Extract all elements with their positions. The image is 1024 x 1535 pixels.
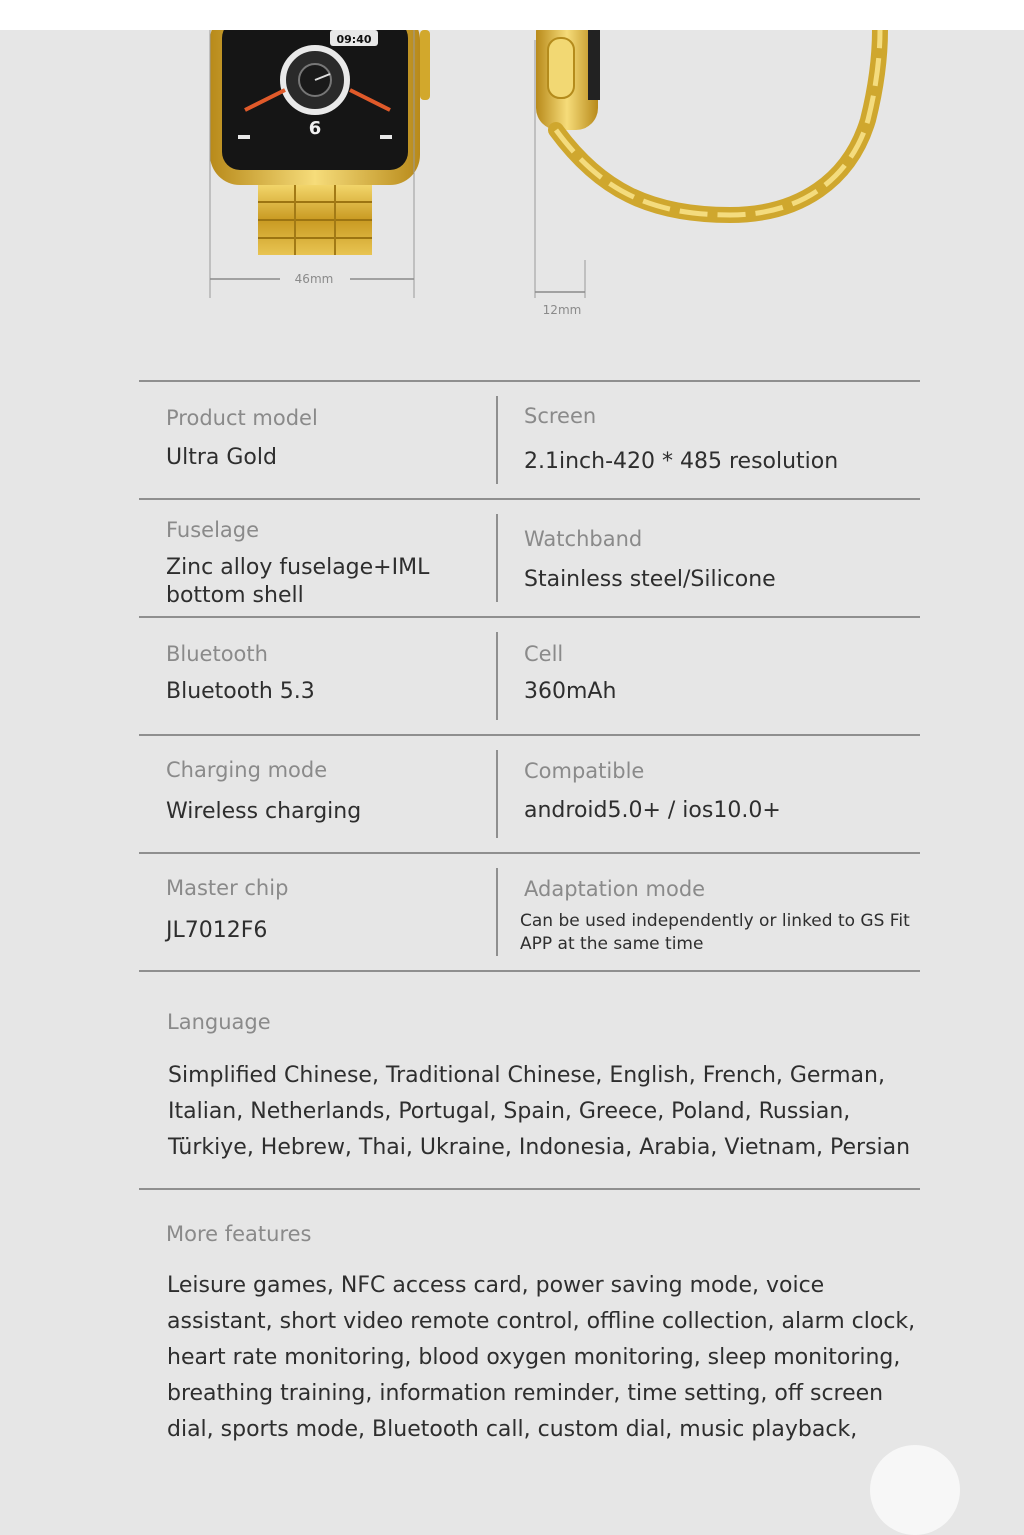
top-white-strip	[0, 0, 1024, 30]
spec-value: Zinc alloy fuselage+IML bottom shell	[166, 555, 430, 608]
spec-value: 2.1inch-420 * 485 resolution	[524, 449, 839, 474]
spec-value: android5.0+ / ios10.0+	[524, 798, 781, 823]
spec-cell-cell	[524, 618, 920, 734]
column-divider	[496, 514, 498, 602]
spec-value: Bluetooth 5.3	[166, 679, 315, 704]
watch-time-text: 09:40	[336, 33, 372, 46]
spec-cell-charging-mode	[166, 736, 486, 852]
column-divider	[496, 750, 498, 838]
width-dimension-label: 46mm	[294, 272, 334, 286]
spec-value: 360mAh	[524, 679, 617, 704]
spec-value: Stainless steel/Silicone	[524, 567, 776, 592]
column-divider	[496, 868, 498, 956]
spec-cell-screen	[524, 382, 920, 498]
spec-value: Ultra Gold	[166, 445, 277, 470]
more-features-section	[139, 1190, 920, 1490]
spec-label: Charging mode	[166, 758, 328, 782]
spec-value: JL7012F6	[166, 918, 268, 943]
more-features-text: Leisure games, NFC access card, power saving mode, voice assistant, short video remote control, offline collection, alarm clock, heart rate monitoring, blood oxygen monitoring, sleep monitoring, breathing training, information reminder, time setting, off screen dial, sports mode, Bluetooth call, custom dial, music playback,	[167, 1273, 916, 1442]
spec-cell-master-chip	[166, 854, 486, 970]
spec-row	[139, 500, 920, 616]
depth-dimension-label: 12mm	[542, 303, 582, 317]
product-illustration	[0, 30, 1024, 350]
spec-cell-bluetooth	[166, 618, 486, 734]
spec-row	[139, 854, 920, 970]
floating-action-button[interactable]	[870, 1445, 960, 1535]
spec-label: Product model	[166, 406, 318, 430]
spec-label: Compatible	[524, 759, 645, 783]
more-features-label: More features	[166, 1222, 312, 1246]
spec-cell-watchband	[524, 500, 920, 616]
spec-row	[139, 736, 920, 852]
watch-front-view	[210, 30, 430, 298]
spec-label: Fuselage	[166, 518, 260, 542]
spec-row	[139, 618, 920, 734]
watch-side-view	[535, 30, 880, 317]
spec-label: Master chip	[166, 876, 289, 900]
spec-label: Screen	[524, 404, 597, 428]
column-divider	[496, 396, 498, 484]
spec-value: Wireless charging	[166, 799, 362, 824]
spec-row	[139, 382, 920, 498]
watch-numeral: 6	[308, 118, 322, 139]
spec-label: Watchband	[524, 527, 643, 551]
language-text: Simplified Chinese, Traditional Chinese, English, French, German, Italian, Netherlands, Portugal, Spain, Greece, Poland, Russian, Türkiye, Hebrew, Thai, Ukraine, Indonesia, Arabia, Vietnam, Persian	[168, 1063, 911, 1160]
spec-cell-fuselage	[166, 500, 486, 616]
spec-cell-compatible	[524, 736, 920, 852]
language-label: Language	[167, 1010, 271, 1034]
spec-cell-adaptation-mode	[520, 854, 920, 970]
spec-cell-product-model	[166, 382, 486, 498]
spec-value: Can be used independently or linked to GS Fit APP at the same time	[520, 911, 910, 954]
watch-drawing	[0, 30, 1024, 350]
spec-table	[139, 380, 920, 1490]
spec-label: Bluetooth	[166, 642, 268, 666]
column-divider	[496, 632, 498, 720]
spec-label: Adaptation mode	[524, 877, 706, 901]
spec-label: Cell	[524, 642, 564, 666]
language-section	[139, 972, 920, 1188]
